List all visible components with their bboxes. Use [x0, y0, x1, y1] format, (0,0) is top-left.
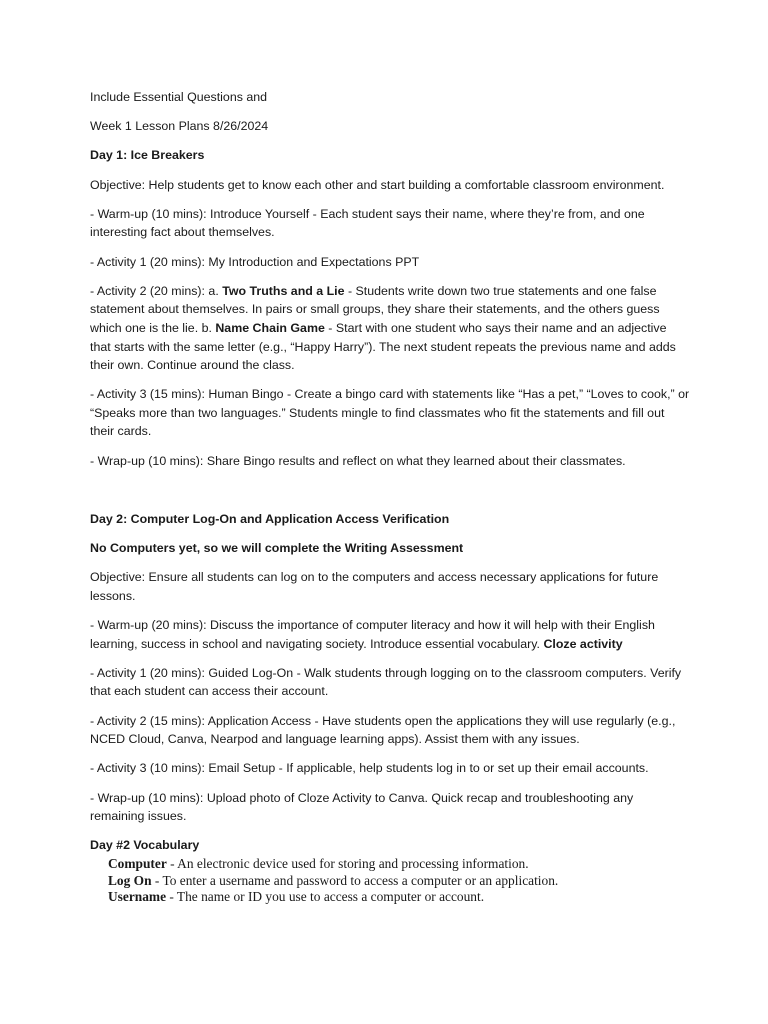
document-page [90, 88, 690, 906]
day2-heading: Day 2: Computer Log-On and Application Access Verification [90, 511, 450, 526]
day1-warmup: - Warm-up (10 mins): Introduce Yourself - Each student says their name, where they’re from, and one interesting fact about themselves. [90, 206, 645, 240]
vocab-item: Username - The name or ID you use to access a computer or account. [108, 889, 485, 905]
intro-line: Include Essential Questions and [90, 90, 268, 104]
day1-activity1: - Activity 1 (20 mins): My Introduction and Expectations PPT [90, 254, 420, 269]
day2-warmup: - Warm-up (20 mins): Discuss the importance of computer literacy and how it will help with their English learning, success in school and navigating society. Introduce essential vocabulary. Cloze activity [90, 618, 655, 651]
day2-activity3: - Activity 3 (10 mins): Email Setup - If applicable, help students log in to or set up their email accounts. [90, 761, 649, 776]
vocab-item: Log On - To enter a username and password to access a computer or an application. [108, 872, 559, 888]
day1-objective: Objective: Help students get to know each other and start building a comfortable classroom environment. [90, 177, 665, 192]
week-title: Week 1 Lesson Plans 8/26/2024 [90, 119, 269, 134]
day2-note: No Computers yet, so we will complete the Writing Assessment [90, 541, 464, 556]
day1-activity2: - Activity 2 (20 mins): a. Two Truths and a Lie - Students write down two true statements and one false statement about themselves. In pairs or small groups, they share their statements, and the others guess which one is the lie. b. Name Chain Game - Start with one student who says their name and an adjective that starts with the same letter (e.g., “Happy Harry”). The next student repeats the previous name and adds their own. Continue around the class. [90, 283, 676, 373]
vocab-list [90, 856, 690, 906]
section-spacer [90, 481, 690, 510]
day1-activity3: - Activity 3 (15 mins): Human Bingo - Create a bingo card with statements like “Has a pet,” “Loves to cook,” or “Speaks more than two languages.” Students mingle to find classmates who fit the statements and fill out their cards. [90, 387, 690, 439]
day2-activity2: - Activity 2 (15 mins): Application Access - Have students open the applications they will use regularly (e.g., NCED Cloud, Canva, Nearpod and language learning apps). Assist them with any issues. [90, 713, 676, 747]
vocab-item: Computer - An electronic device used for storing and processing information. [108, 855, 529, 871]
day2-objective: Objective: Ensure all students can log on to the computers and access necessary applications for future lessons. [90, 570, 659, 603]
vocab-heading: Day #2 Vocabulary [90, 838, 200, 853]
day2-activity1: - Activity 1 (20 mins): Guided Log-On - Walk students through logging on to the classroom computers. Verify that each student can access their account. [90, 665, 682, 699]
day1-heading: Day 1: Ice Breakers [90, 148, 205, 163]
day2-wrapup: - Wrap-up (10 mins): Upload photo of Cloze Activity to Canva. Quick recap and troubleshooting any remaining issues. [90, 790, 634, 824]
day1-wrapup: - Wrap-up (10 mins): Share Bingo results and reflect on what they learned about their classmates. [90, 453, 626, 468]
